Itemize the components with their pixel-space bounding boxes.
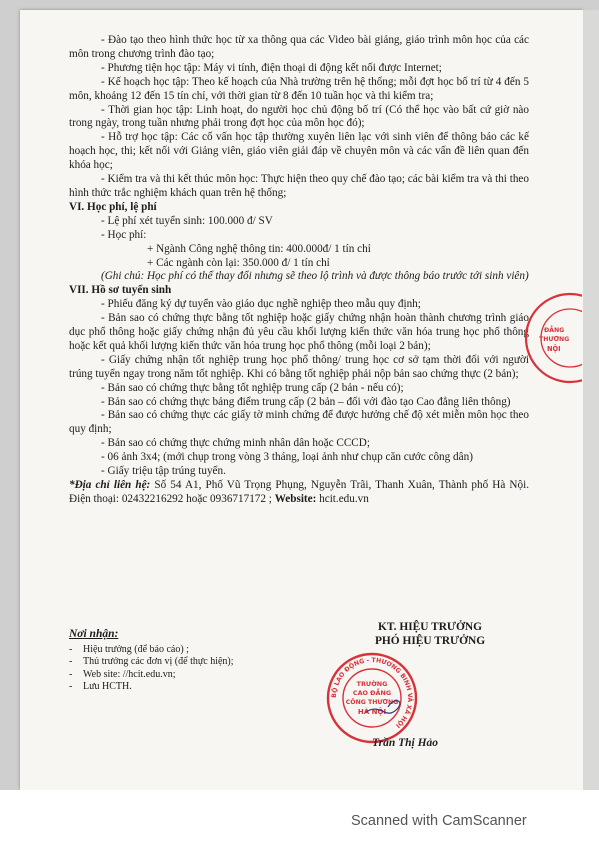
- doc-item-5: - Bản sao có chứng thực bảng điểm trung cấp (2 bản – đối với đào tạo Cao đẳng liên thông): [101, 395, 511, 408]
- doc-item-2: - Bản sao có chứng thực bằng tốt nghiệp hoặc giấy chứng nhận hoàn thành chương trình giáo dục phổ thông hoặc giấy chứng nhận đủ yêu cầu khối lượng kiến thức văn hóa trung học phổ thông hoặc kết quả khối lượng kiến thức văn hóa trung học phổ thông (mỗi loại 2 bản);: [69, 312, 529, 352]
- seal-line-1: TRƯỜNG: [356, 680, 388, 688]
- seal-line-2: CAO ĐẲNG: [352, 689, 392, 697]
- recipient-item: - Hiệu trưởng (để báo cáo) ;: [69, 643, 189, 655]
- page-edge-strip: [583, 10, 599, 790]
- fee-note: (Ghi chú: Học phí có thể thay đổi nhưng sẽ theo lộ trình và được thông báo trước tới sinh viên): [101, 270, 529, 283]
- contact-block: [69, 479, 529, 507]
- website-label: Website:: [274, 492, 317, 505]
- doc-item-8: - 06 ảnh 3x4; (mới chụp trong vòng 3 tháng, loại ảnh như chụp căn cước công dân): [101, 451, 473, 464]
- recipient-text: Web site: //hcit.edu.vn;: [83, 668, 176, 680]
- contact-address: Số 54 A1, Phố Vũ Trọng Phụng, Nguyễn Trãi, Thanh Xuân, Thành phố Hà Nội. Điện thoại: 02432216292 hoặc 0936717172 ;: [69, 479, 529, 505]
- fee-other: + Các ngành còn lại: 350.000 đ/ 1 tín chỉ: [147, 256, 330, 269]
- doc-item-3: - Giấy chứng nhận tốt nghiệp trung học phổ thông/ trung học cơ sở tạm thời đối với người trúng tuyển ngay trong năm tốt nghiệp. Khi có bằng tốt nghiệp phải nộp bản sao chứng thực (2 bản);: [69, 353, 529, 380]
- document-body: [69, 34, 529, 507]
- recipients-block: [69, 628, 299, 694]
- line-study-mode: - Đào tạo theo hình thức học từ xa thông qua các Video bài giảng, giáo trình môn học của các môn trong chương trình đào tạo;: [69, 34, 529, 60]
- doc-item-4: - Bản sao có chứng thực bằng tốt nghiệp trung cấp (2 bản - nếu có);: [101, 381, 404, 394]
- signature-block: [300, 620, 560, 648]
- partial-seal-line-2: THƯƠNG: [539, 336, 570, 343]
- fee-it: + Ngành Công nghệ thông tin: 400.000đ/ 1 tín chỉ: [147, 242, 371, 255]
- recipient-item: - Thủ trưởng các đơn vị (để thực hiện);: [69, 656, 234, 668]
- recipient-text: Lưu HCTH.: [83, 681, 132, 693]
- seal-line-3: CÔNG THƯƠNG: [345, 699, 399, 706]
- signature-title-2: PHÓ HIỆU TRƯỞNG: [374, 635, 486, 647]
- line-tools: - Phương tiện học tập: Máy vi tính, điện thoại di động kết nối được Internet;: [101, 61, 442, 74]
- section-7-heading: VII. Hồ sơ tuyển sinh: [69, 284, 172, 297]
- fee-admission: - Lệ phí xét tuyển sinh: 100.000 đ/ SV: [101, 214, 273, 227]
- signer-name: Trần Thị Hảo: [372, 737, 439, 749]
- partial-seal-icon: [522, 290, 582, 386]
- line-plan: - Kế hoạch học tập: Theo kế hoạch của Nhà trường trên hệ thống; mỗi đợt học bố trí từ 4 đến 5 môn, khoảng 12 đến 15 tín chỉ, với thời gian từ 8 đến 10 tuần học và thi kiểm tra;: [69, 75, 529, 102]
- fee-tuition-label: - Học phí:: [101, 228, 147, 241]
- line-support: - Hỗ trợ học tập: Các cố vấn học tập thường xuyên liên lạc với sinh viên để thông báo các kế hoạch học, thi; kết nối với Giảng viên, giáo viên giải đáp về chuyên môn và các vấn đề liên quan đến khóa học;: [69, 131, 529, 172]
- recipient-item: - Web site: //hcit.edu.vn;: [69, 668, 176, 680]
- doc-item-1: - Phiếu đăng ký dự tuyển vào giáo dục nghề nghiệp theo mẫu quy định;: [101, 298, 421, 311]
- recipient-text: Hiệu trưởng (để báo cáo) ;: [83, 643, 189, 655]
- doc-item-9: - Giấy triệu tập trúng tuyển.: [101, 465, 226, 478]
- line-time: - Thời gian học tập: Linh hoạt, do người học chủ động bố trí (Có thể học vào bất cứ giờ nào trong ngày, trong tuần nhưng phải trong đợt học của môn học đó);: [69, 103, 529, 130]
- doc-item-6: - Bản sao có chứng thực các giấy tờ minh chứng để được hưởng chế độ xét miễn môn học theo quy định;: [69, 409, 529, 436]
- doc-item-7: - Bản sao có chứng thực chứng minh nhân dân hoặc CCCD;: [101, 437, 370, 450]
- line-exam: - Kiểm tra và thi kết thúc môn học: Thực hiện theo quy chế đào tạo; các bài kiểm tra và thi theo hình thức trắc nghiệm khách quan trên hệ thống;: [69, 173, 529, 199]
- partial-seal-line-3: NỘI: [547, 345, 561, 353]
- section-6-heading: VI. Học phí, lệ phí: [69, 200, 157, 213]
- website-value: hcit.edu.vn: [316, 492, 369, 505]
- partial-seal-line-1: ĐẲNG: [544, 327, 565, 334]
- signature-title-1: KT. HIỆU TRƯỞNG: [378, 621, 482, 633]
- contact-label: *Địa chỉ liên hệ:: [69, 479, 151, 491]
- recipients-title: Nơi nhận:: [69, 628, 119, 640]
- recipient-item: - Lưu HCTH.: [69, 681, 132, 693]
- official-seal-icon: [326, 652, 418, 744]
- seal-ring-text: BỘ LAO ĐỘNG - THƯƠNG BINH VÀ XÃ HỘI: [330, 656, 414, 729]
- recipient-text: Thủ trưởng các đơn vị (để thực hiện);: [83, 656, 234, 668]
- scanner-watermark: Scanned with CamScanner: [351, 813, 527, 829]
- seal-line-4: HÀ NỘI: [357, 708, 387, 716]
